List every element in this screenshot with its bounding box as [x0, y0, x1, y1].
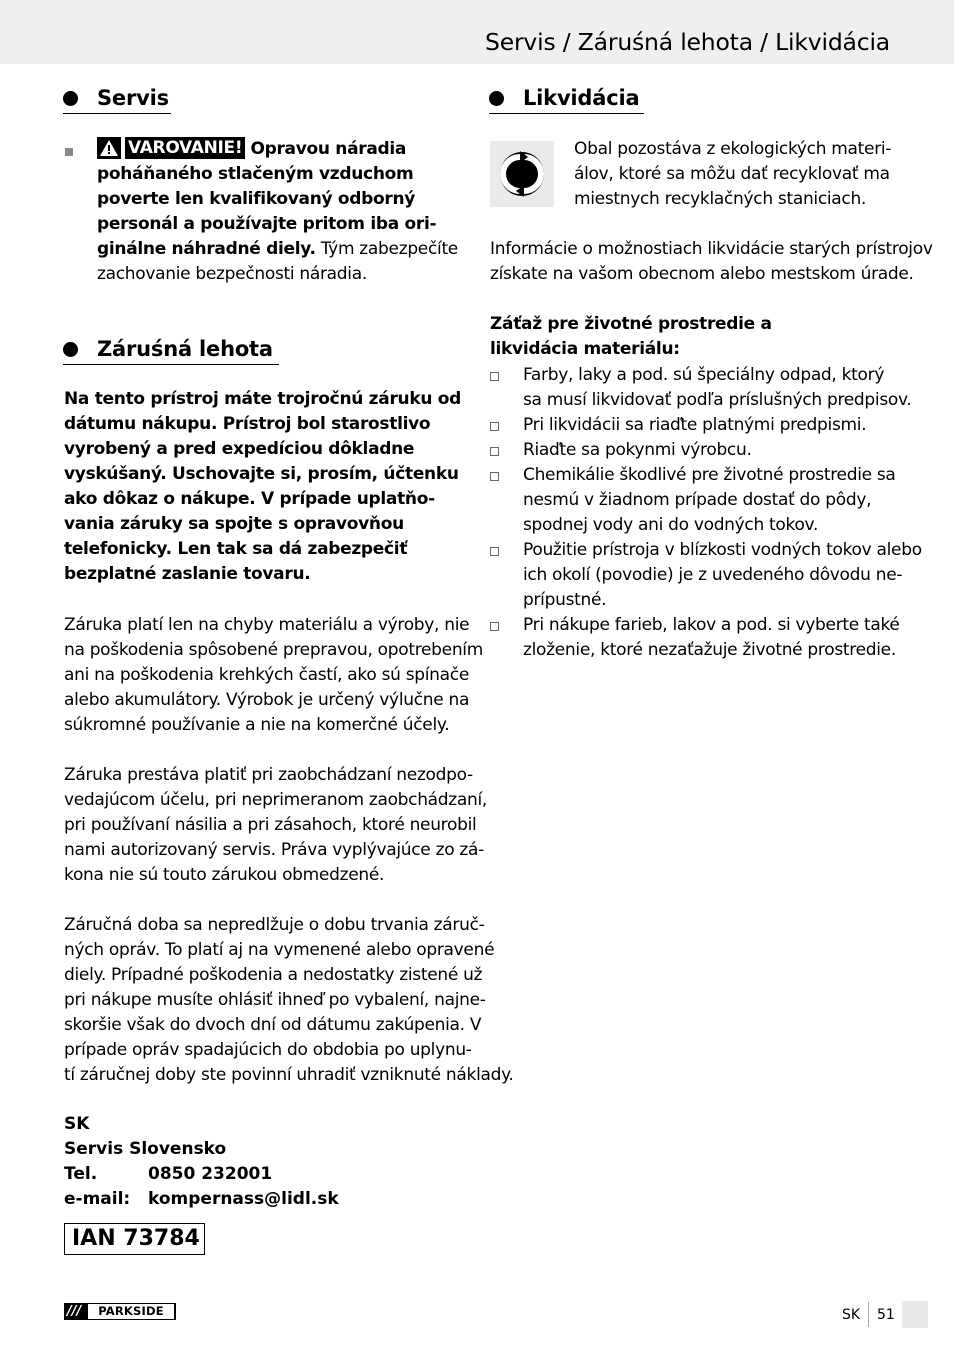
text-line	[97, 187, 458, 212]
text-line: sa musí likvidovať podľa príslušných predpisov.	[523, 390, 912, 410]
square-bullet-icon	[65, 148, 73, 156]
heading-underline	[63, 113, 171, 114]
text-line: bezplatné zaslanie tovaru.	[64, 564, 311, 584]
contact-name: Servis Slovensko	[64, 1139, 227, 1159]
text-line: prípade opráv spadajúcich do obdobia po uplynu-	[64, 1040, 472, 1060]
text-segment: personál a používajte pritom iba ori-	[97, 214, 437, 234]
ian-number: IAN 73784	[64, 1223, 205, 1255]
text-line	[97, 262, 458, 287]
text-line: Pri nákupe farieb, lakov a pod. si vyberte také	[523, 615, 900, 635]
text-line	[97, 237, 458, 262]
page-number: 51	[877, 1307, 895, 1323]
bullet-dot-icon	[489, 91, 504, 106]
text-line: alebo akumulátory. Výrobok je určený výlučne na	[64, 690, 470, 710]
square-bullet-icon	[490, 447, 499, 456]
text-segment: poverte len kvalifikovaný odborný	[97, 189, 416, 209]
text-line: tí záručnej doby ste povinní uhradiť vzniknuté náklady.	[64, 1065, 514, 1085]
list-item	[490, 538, 922, 613]
text-line: vyrobený a pred expedíciou dôkladne	[64, 439, 415, 459]
text-line: prípustné.	[523, 590, 607, 610]
text-line: Na tento prístroj máte trojročnú záruku od	[64, 389, 462, 409]
text-line: Informácie o možnostiach likvidácie starých prístrojov	[490, 239, 933, 259]
square-bullet-icon	[490, 547, 499, 556]
square-bullet-icon	[490, 622, 499, 631]
warranty-bold-paragraph	[64, 387, 461, 587]
text-line: Použitie prístroja v blízkosti vodných tokov alebo	[523, 540, 922, 560]
email-label: e-mail:	[64, 1189, 131, 1209]
text-line: pri používaní násilia a pri zásahoch, ktoré neurobil	[64, 815, 477, 835]
footer-language: SK	[842, 1307, 861, 1323]
text-line: súkromné používanie a nie na komerčné účely.	[64, 715, 450, 735]
square-bullet-icon	[490, 422, 499, 431]
parkside-logo: /// PARKSIDE	[64, 1303, 176, 1320]
bullet-dot-icon	[63, 342, 78, 357]
text-line: Záruka platí len na chyby materiálu a výroby, nie	[64, 615, 470, 635]
text-line: skoršie však do dvoch dní od dátumu zakúpenia. V	[64, 1015, 482, 1035]
text-line: kona nie sú touto zárukou obmedzené.	[64, 865, 385, 885]
text-line: Pri likvidácii sa riaďte platnými predpismi.	[523, 415, 867, 435]
text-line: ani na poškodenia krehkých častí, ako sú spínače	[64, 665, 469, 685]
text-line: Farby, laky a pod. sú špeciálny odpad, ktorý	[523, 365, 885, 385]
warning-triangle-icon	[97, 137, 121, 159]
page-header	[0, 0, 954, 64]
text-line: álov, ktoré sa môžu dať recyklovať ma	[574, 164, 890, 184]
text-line: nesmú v žiadnom prípade dostať do pôdy,	[523, 490, 872, 510]
environment-subheading	[490, 312, 772, 362]
green-dot-recycle-icon	[490, 141, 554, 207]
bullet-dot-icon	[63, 91, 78, 106]
page-title: Servis / Záruśná lehota / Likvidácia	[484, 28, 890, 56]
text-line: nami autorizovaný servis. Práva vyplývajúce zo zá-	[64, 840, 484, 860]
contact-country: SK	[64, 1114, 90, 1134]
text-line: Záruka prestáva platiť pri zaobchádzaní nezodpo-	[64, 765, 473, 785]
list-item	[490, 413, 890, 438]
text-line: získate na vašom obecnom alebo mestskom úrade.	[490, 264, 914, 284]
list-item	[490, 363, 912, 413]
text-line	[97, 212, 458, 237]
text-segment: Opravou náradia	[250, 139, 407, 159]
text-line: ich okolí (povodie) je z uvedeného dôvodu ne-	[523, 565, 903, 585]
text-line: dátumu nákupu. Prístroj bol starostlivo	[64, 414, 431, 434]
text-line: pri nákupe musíte ohlásiť ihneď po vybalení, najne-	[64, 990, 486, 1010]
tel-label: Tel.	[64, 1164, 98, 1184]
text-segment: zachovanie bezpečnosti náradia.	[97, 264, 367, 284]
warranty-paragraph-3	[64, 763, 487, 888]
text-line: likvidácia materiálu:	[490, 339, 680, 359]
warranty-paragraph-4	[64, 913, 514, 1088]
text-line: miestnych recyklačných staniciach.	[574, 189, 867, 209]
text-line: Chemikálie škodlivé pre životné prostredie sa	[523, 465, 896, 485]
list-item	[490, 463, 896, 538]
text-segment: poháňaného stlačeným vzduchom	[97, 164, 414, 184]
text-segment: ginálne náhradné diely.	[97, 239, 316, 259]
square-bullet-icon	[490, 372, 499, 381]
text-line: ných opráv. To platí aj na vymenené alebo opravené	[64, 940, 495, 960]
text-line: Riaďte sa pokynmi výrobcu.	[523, 440, 752, 460]
text-line: Záťaž pre životné prostredie a	[490, 314, 772, 334]
text-line: spodnej vody ani do vodných tokov.	[523, 515, 819, 535]
text-line: ako dôkaz o nákupe. V prípade uplatňo-	[64, 489, 435, 509]
tel-value: 0850 232001	[148, 1164, 273, 1184]
warning-label: VAROVANIE!	[125, 137, 245, 159]
square-bullet-icon	[490, 472, 499, 481]
footer-tab-marker	[902, 1301, 928, 1328]
disposal-info-text	[490, 237, 933, 287]
text-line: Záručná doba sa nepredlžuje o dobu trvania záruč-	[64, 915, 485, 935]
text-line	[97, 162, 458, 187]
packaging-recycle-text	[574, 137, 891, 212]
email-value: kompernass@lidl.sk	[148, 1189, 339, 1209]
heading-underline	[489, 113, 644, 114]
text-line: vania záruky sa spojte s opravovňou	[64, 514, 404, 534]
text-line: na poškodenia spôsobené prepravou, opotrebením	[64, 640, 483, 660]
heading-underline	[63, 364, 279, 365]
text-line: vyskúšaný. Uschovajte si, prosím, účtenku	[64, 464, 459, 484]
text-segment: Tým zabezpečíte	[315, 239, 458, 259]
text-line: diely. Prípadné poškodenia a nedostatky zistené už	[64, 965, 483, 985]
service-contact	[64, 1112, 339, 1212]
list-item	[490, 613, 900, 663]
text-line: vedajúcom účelu, pri neprimeranom zaobchádzaní,	[64, 790, 488, 810]
text-line: telefonicky. Len tak sa dá zabezpečiť	[64, 539, 408, 559]
list-item	[490, 438, 890, 463]
text-line: Obal pozostáva z ekologických materi-	[574, 139, 892, 159]
text-line: zloženie, ktoré nezaťažuje životné prostredie.	[523, 640, 896, 660]
footer-divider	[868, 1302, 869, 1327]
warranty-paragraph-2	[64, 613, 483, 738]
servis-warning-paragraph	[97, 137, 458, 287]
